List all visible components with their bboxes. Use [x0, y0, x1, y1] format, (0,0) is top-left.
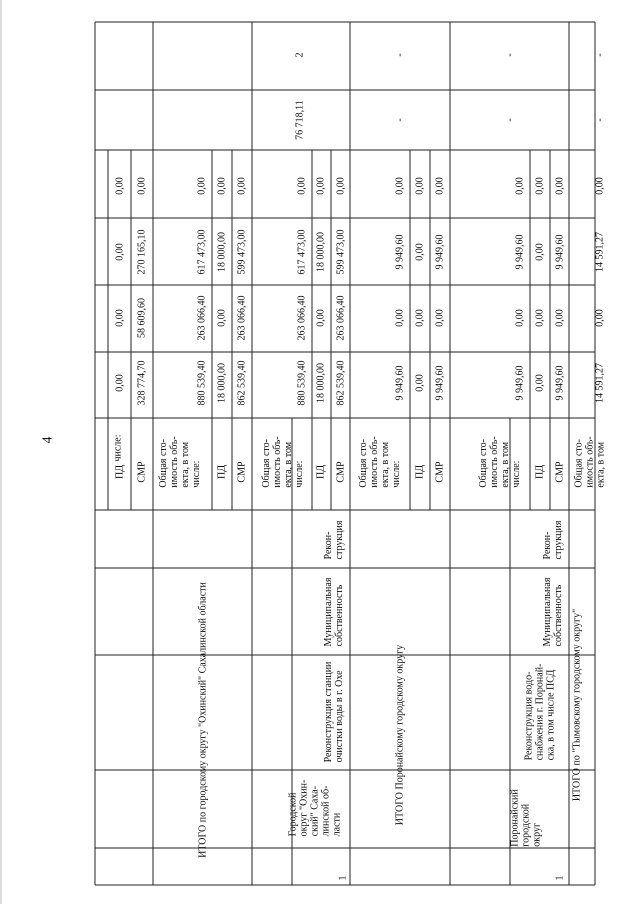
por-row-p4: 0,00	[534, 177, 546, 195]
por-row-g2: 0,00	[514, 309, 526, 327]
okha-row-district: Городской округ "Охин- ский" Саха- линской об- ласти	[287, 779, 343, 837]
por-total-s3: 9 949,60	[434, 234, 446, 270]
okha-row-p2: 0,00	[315, 309, 327, 327]
por-row-s4: 0,00	[554, 177, 566, 195]
tym-total-label: ИТОГО по "Тымовскому городскому округу"	[571, 608, 583, 802]
okha-row-s1: 862 539,40	[335, 360, 347, 406]
okha-row-object: Реконструкция станции очистки воды в г. Охе	[323, 661, 345, 763]
por-row-g4: 0,00	[514, 177, 526, 195]
tym-total-dash2: -	[594, 53, 606, 57]
por-total-g3: 9 949,60	[394, 234, 406, 270]
okha-row-num: 1	[337, 875, 349, 881]
okha-total-p3: 18 000,00	[216, 232, 228, 272]
por-row-s2: 0,00	[554, 309, 566, 327]
por-total-dash1: -	[394, 118, 406, 122]
por-row-object: Реконструкция водо- снабжения г. Поронай- ска, в том числе ПСД	[523, 663, 557, 761]
okha-row-s4: 0,00	[335, 177, 347, 195]
top-smr-2: 58 609,60	[136, 298, 148, 338]
por-total-s4: 0,00	[434, 177, 446, 195]
por-row-s1: 9 949,60	[554, 365, 566, 401]
okha-total-general-label: Общая сто- имость объ- екта, в том числе:	[158, 436, 202, 488]
okha-row-p1: 18 000,00	[315, 363, 327, 403]
okha-total-s4: 0,00	[236, 177, 248, 195]
label-pd-top: ПД	[114, 464, 126, 480]
okha-total-g3: 617 473,00	[196, 229, 208, 275]
okha-row-worktype: Рекон- струкция	[323, 520, 345, 560]
por-total-p2: 0,00	[414, 309, 426, 327]
por-total-s2: 0,00	[434, 309, 446, 327]
por-row-district: Поронайский городской округ	[509, 789, 543, 847]
okha-total-s1: 862 539,40	[236, 360, 248, 406]
por-total-g4: 0,00	[394, 177, 406, 195]
top-pd-2: 0,00	[114, 309, 126, 327]
top-pd-4: 0,00	[114, 177, 126, 195]
okha-total-g1: 880 539,40	[196, 360, 208, 406]
por-total-smr-label: СМР	[434, 461, 446, 483]
okha-total-p1: 18 000,00	[216, 363, 228, 403]
por-total-p3: 0,00	[414, 243, 426, 261]
okha-total-s3: 599 473,00	[236, 229, 248, 275]
por-row-num: 1	[554, 875, 566, 881]
okha-last: 2	[294, 52, 306, 58]
okha-row-g4: 0,00	[296, 177, 308, 195]
okha-row-s3: 599 473,00	[335, 229, 347, 275]
okha-row-pd-label: ПД	[315, 464, 327, 480]
top-smr-1: 328 774,70	[136, 360, 148, 406]
okha-row-ownership: Муниципальная собственность	[323, 577, 345, 647]
por-row-g3: 9 949,60	[514, 234, 526, 270]
okha-extra: 76 718,11	[294, 100, 306, 140]
label-vtom: числе:	[112, 434, 124, 462]
por-total-s1: 9 949,60	[434, 365, 446, 401]
por-row-general-label: Общая сто- имость объ- екта, в том числе:	[478, 436, 522, 488]
por-row-g1: 9 949,60	[514, 365, 526, 401]
por-row-dash2: -	[504, 53, 516, 57]
okha-row-s2: 263 066,40	[335, 295, 347, 341]
por-row-s3: 9 949,60	[554, 234, 566, 270]
por-total-dash2: -	[394, 53, 406, 57]
por-row-p2: 0,00	[534, 309, 546, 327]
label-smr-top: СМР	[136, 461, 148, 483]
okha-total-s2: 263 066,40	[236, 295, 248, 341]
page-number: 4	[40, 436, 56, 444]
top-pd-1: 0,00	[114, 374, 126, 392]
okha-row-p4: 0,00	[315, 177, 327, 195]
por-row-worktype: Рекон- струкция	[542, 520, 564, 560]
okha-total-smr-label: СМР	[236, 461, 248, 483]
por-row-smr-label: СМР	[554, 461, 566, 483]
okha-row-g3: 617 473,00	[296, 229, 308, 275]
por-row-p1: 0,00	[534, 374, 546, 392]
tym-total-g4: 0,00	[594, 177, 606, 195]
okha-row-g2: 263 066,40	[296, 295, 308, 341]
okha-total-g4: 0,00	[196, 177, 208, 195]
okha-total-pd-label: ПД	[216, 464, 228, 480]
tym-total-g1: 14 591,27	[594, 363, 606, 403]
tym-total-general-label: Общая сто- имость объ- екта, в том	[573, 436, 607, 488]
okha-row-p3: 18 000,00	[315, 232, 327, 272]
okha-total-g2: 263 066,40	[196, 295, 208, 341]
por-total-pd-label: ПД	[414, 464, 426, 480]
okha-row-general-label: Общая сто- имость объ- екта, в том числе:	[261, 436, 305, 488]
por-total-p1: 0,00	[414, 374, 426, 392]
top-pd-3: 0,00	[114, 243, 126, 261]
tym-total-g2: 0,00	[594, 309, 606, 327]
tym-total-dash1: -	[594, 118, 606, 122]
top-smr-3: 270 165,10	[136, 229, 148, 275]
okha-total-label: ИТОГО по городскому округу "Охинский" Сахалинской области	[197, 582, 209, 858]
okha-total-p4: 0,00	[216, 177, 228, 195]
por-row-p3: 0,00	[534, 243, 546, 261]
top-smr-4: 0,00	[136, 177, 148, 195]
okha-total-p2: 0,00	[216, 309, 228, 327]
por-total-label: ИТОГО Поронайскому городскому округу	[394, 644, 406, 826]
por-total-general-label: Общая сто- имость объ- екта, в том числе:	[358, 436, 402, 488]
okha-row-g1: 880 539,40	[296, 360, 308, 406]
por-row-dash1: -	[504, 118, 516, 122]
por-total-g2: 0,00	[394, 309, 406, 327]
por-row-ownership: Муниципальная собственность	[542, 577, 564, 647]
por-total-p4: 0,00	[414, 177, 426, 195]
tym-total-g3: 14 591,27	[594, 232, 606, 272]
por-total-g1: 9 949,60	[394, 365, 406, 401]
okha-row-smr-label: СМР	[335, 461, 347, 483]
por-row-pd-label: ПД	[534, 464, 546, 480]
